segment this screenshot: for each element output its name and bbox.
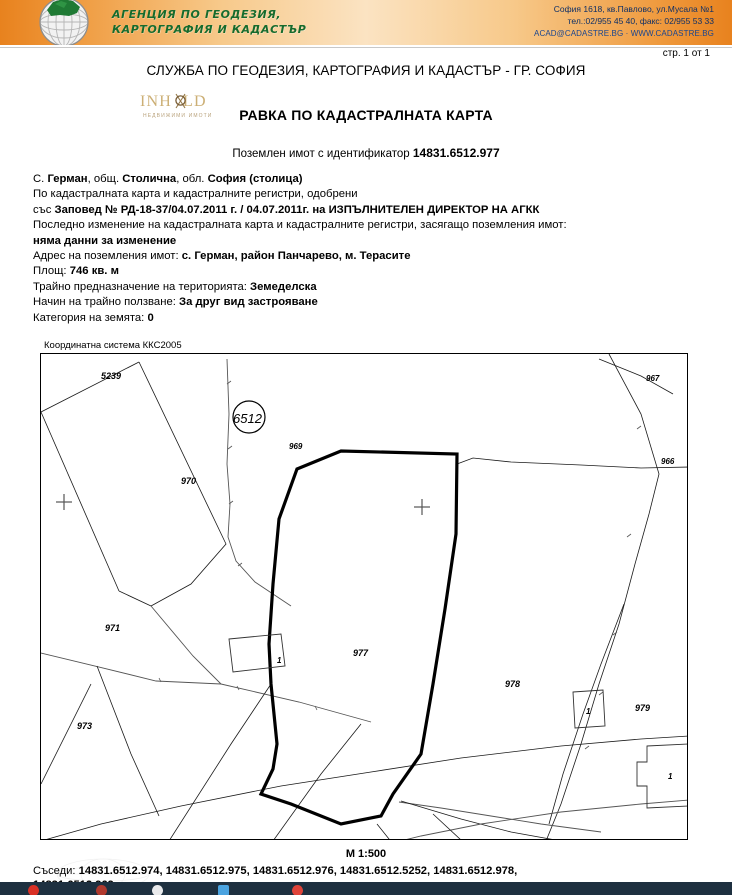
agency-name <box>112 7 306 37</box>
watermark-subtitle: НЕДВИЖИМИ ИМОТИ <box>143 113 213 119</box>
neighbours-label: Съседи: <box>33 865 79 877</box>
detail-category <box>33 311 567 326</box>
detail-cadastre-line: По кадастралната карта и кадастралните регистри, одобрени <box>33 188 358 201</box>
buildings <box>229 634 688 840</box>
parcel-label-970: 970 <box>181 476 197 486</box>
parcel-label-979: 979 <box>635 703 651 713</box>
order-prefix: със <box>33 203 55 216</box>
property-identifier-line <box>0 146 732 160</box>
detail-designation <box>33 280 567 295</box>
parcel-boundaries <box>41 354 688 840</box>
agency-contact-block <box>534 4 714 40</box>
detail-usage <box>33 295 567 310</box>
coordinate-cross <box>56 494 430 515</box>
detail-last-change-label: Последно изменение на кадастралната карта и кадастралните регистри, засягащо поземления имот: <box>33 219 567 232</box>
cadastral-map-svg <box>41 354 688 840</box>
header-divider <box>0 45 732 48</box>
region-name: София (столица) <box>207 173 303 185</box>
detail-address <box>33 249 567 264</box>
detail-order <box>33 203 567 218</box>
category-label: Категория на земята: <box>33 311 148 324</box>
record-icon[interactable] <box>28 885 39 895</box>
cadastral-map[interactable] <box>40 353 688 840</box>
agency-address: София 1618, кв.Павлово, ул.Мусала №1 <box>553 4 714 14</box>
village-name: Герман <box>47 173 88 185</box>
app-icon[interactable] <box>96 885 107 895</box>
area-label: Площ: <box>33 265 70 278</box>
document-title: РАВКА ПО КАДАСТРАЛНАТА КАРТА <box>239 107 493 123</box>
designation-value: Земеделска <box>250 280 317 293</box>
svg-text:LD: LD <box>183 93 207 110</box>
designation-label: Трайно предназначение на територията: <box>33 280 251 293</box>
address-value: с. Герман, район Панчарево, м. Терасите <box>181 250 411 263</box>
office-title: СЛУЖБА ПО ГЕОДЕЗИЯ, КАРТОГРАФИЯ И КАДАСТЪР - ГР. СОФИЯ <box>146 63 586 78</box>
browser-icon[interactable] <box>152 885 163 895</box>
building-label: 1 <box>586 707 591 716</box>
identifier-prefix: Поземлен имот с идентификатор <box>232 148 410 160</box>
parcel-label-967: 967 <box>646 374 660 383</box>
alert-icon[interactable] <box>292 885 303 895</box>
last-change-value: няма данни за изменение <box>33 234 177 247</box>
building-label: 1 <box>668 772 673 781</box>
agency-name-line1: АГЕНЦИЯ ПО ГЕОДЕЗИЯ, <box>112 8 282 21</box>
neighbours-line1: 14831.6512.974, 14831.6512.975, 14831.6512.976, 14831.6512.5252, 14831.6512.978, <box>78 865 518 877</box>
property-details <box>33 172 567 326</box>
parcel-label-966: 966 <box>661 457 675 466</box>
detail-last-change-value <box>33 234 567 249</box>
address-label: Адрес на поземления имот: <box>33 250 182 263</box>
area-value: 746 кв. м <box>69 265 119 278</box>
globe-grid-emblem-icon <box>33 0 95 45</box>
parcel-label-971: 971 <box>105 623 121 633</box>
page-number: стр. 1 от 1 <box>662 48 710 59</box>
parcel-label-969: 969 <box>289 442 303 451</box>
building-label: 1 <box>277 656 282 665</box>
os-taskbar[interactable] <box>0 882 732 895</box>
region-prefix: , обл. <box>176 173 208 185</box>
parcel-label-973: 973 <box>77 721 93 731</box>
order-text: Заповед № РД-18-37/04.07.2011 г. / 04.07.2011г. на ИЗПЪЛНИТЕЛЕН ДИРЕКТОР НА АГКК <box>54 203 540 216</box>
detail-area <box>33 264 567 279</box>
agency-web[interactable]: ACAD@CADASTRE.BG · WWW.CADASTRE.BG <box>534 29 714 38</box>
window-icon[interactable] <box>218 885 229 895</box>
location-prefix: С. <box>33 173 48 185</box>
watermark-name: INH <box>140 93 173 110</box>
agency-name-line2: КАРТОГРАФИЯ И КАДАСТЪР <box>112 23 307 36</box>
identifier-value: 14831.6512.977 <box>412 146 500 160</box>
building-number-labels <box>277 656 673 840</box>
agency-header-band <box>0 0 732 45</box>
detail-location <box>33 172 567 187</box>
circled-label-text: 6512 <box>233 411 262 426</box>
usage-label: Начин на трайно ползване: <box>33 296 180 309</box>
municipality-prefix: , общ. <box>87 173 123 185</box>
coordinate-system-label: Координатна система ККС2005 <box>44 340 182 351</box>
circled-block-label <box>233 401 265 433</box>
parcel-label-977: 977 <box>353 648 369 658</box>
usage-value: За друг вид застрояване <box>179 296 318 309</box>
parcel-label-5239: 5239 <box>101 371 122 381</box>
map-scale-label: M 1:500 <box>345 848 387 860</box>
municipality-name: Столична <box>122 173 177 185</box>
agency-phone: тел.:02/955 45 40, факс: 02/955 53 33 <box>567 15 714 26</box>
parcel-label-978: 978 <box>505 679 521 689</box>
parcel-number-labels <box>77 371 687 840</box>
category-value: 0 <box>147 311 154 324</box>
